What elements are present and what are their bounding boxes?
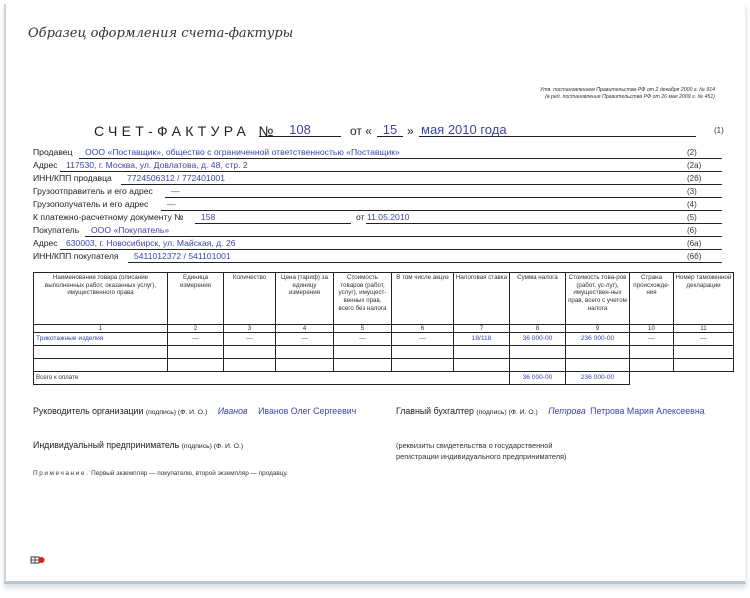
line-number: (4) — [687, 200, 697, 209]
signature-entrepreneur — [33, 440, 243, 450]
cell-item-name: Трикотажные изделия — [34, 333, 168, 346]
print-icon[interactable] — [30, 555, 46, 565]
field-label: Грузополучатель и его адрес — [33, 199, 149, 209]
line-number: (2) — [687, 148, 697, 157]
column-header: Стоимость товаров (работ, услуг), имущест-венных прав, всего без налога — [334, 273, 392, 325]
column-header: Стоимость това-ров (работ, ус-луг), имуществен-ных прав, всего с учетом налога — [566, 273, 630, 325]
table-row-empty — [34, 359, 734, 372]
column-number: 11 — [674, 325, 734, 333]
column-number: 7 — [454, 325, 510, 333]
field-value: 5411012372 / 541101001 — [128, 251, 722, 263]
approval-note — [540, 87, 715, 101]
date-close: » — [407, 124, 414, 138]
invoice-day: 15 — [377, 122, 403, 137]
invoice-month-year: мая 2010 года — [419, 122, 696, 137]
cell-quantity: — — [224, 333, 276, 346]
cell-tax-sum: 36 000-00 — [510, 333, 566, 346]
column-number: 8 — [510, 325, 566, 333]
document-page — [4, 4, 746, 584]
field-label: К платежно-расчетному документу № — [33, 212, 184, 222]
cell-country: — — [630, 333, 674, 346]
field-value: — — [165, 186, 722, 198]
column-header: Налоговая ставка — [454, 273, 510, 325]
field-seller-address — [33, 160, 733, 172]
field-date-value: 11.05.2010 — [366, 212, 722, 224]
footnote — [33, 470, 288, 477]
cell-excise: — — [392, 333, 454, 346]
note-text: Первый экземпляр — покупателю, второй экземпляр — продавцу. — [91, 470, 288, 477]
column-number: 10 — [630, 325, 674, 333]
field-value: 630003, г. Новосибирск, ул. Майская, д. 26 — [60, 238, 722, 250]
signature-mark: Иванов — [217, 406, 248, 416]
signature-hint: (подпись) (Ф. И. О.) — [181, 443, 244, 450]
column-number: 1 — [34, 325, 168, 333]
cell-cost-with-tax: 236 000-00 — [566, 333, 630, 346]
column-number: 5 — [334, 325, 392, 333]
table-total-row — [34, 372, 734, 385]
column-number: 4 — [276, 325, 334, 333]
total-tax-sum: 36 000-00 — [510, 372, 566, 385]
line-number: (3) — [687, 187, 697, 196]
field-value: 117530, г. Москва, ул. Довлатова, д. 48, стр. 2 — [60, 160, 722, 172]
approval-line: Утв. постановлением Правительства РФ от 2 декабря 2000 г. № 914 — [539, 87, 715, 93]
signature-hint: (подпись) (Ф. И. О.) — [145, 409, 208, 416]
cell-customs-declaration: — — [674, 333, 734, 346]
signature-mark: Петрова — [548, 406, 586, 416]
invoice-title-row — [94, 122, 739, 140]
field-payment-document — [33, 212, 733, 224]
field-value: 7724506312 / 772401001 — [121, 173, 722, 185]
line-number: (2б) — [687, 174, 702, 183]
column-header: Количество — [224, 273, 276, 325]
column-header: Страна происхожде-ния — [630, 273, 674, 325]
line-number: (6б) — [687, 252, 702, 261]
page-title: Образец оформления счета-фактуры — [28, 26, 294, 41]
field-value: 158 — [195, 212, 351, 224]
field-consignor — [33, 186, 733, 198]
table-header-row — [34, 273, 734, 325]
field-value: — — [161, 199, 722, 211]
table-row — [34, 333, 734, 346]
field-value: ООО «Покупатель» — [85, 225, 722, 237]
signature-hint: (подпись) (Ф. И. О.) — [476, 409, 538, 416]
field-seller-inn — [33, 173, 733, 185]
column-header: Сумма налога — [510, 273, 566, 325]
field-label: Грузоотправитель и его адрес — [33, 186, 153, 196]
field-buyer-address — [33, 238, 733, 250]
signature-label: Индивидуальный предприниматель — [33, 440, 180, 450]
column-header: Единица измерения — [168, 273, 224, 325]
date-prefix: от « — [350, 124, 372, 138]
field-buyer — [33, 225, 733, 237]
entrepreneur-requisites: (реквизиты свидетельства о государственной регистрации индивидуального предпринимателя) — [396, 441, 567, 461]
line-number: (2а) — [687, 161, 702, 170]
column-number: 3 — [224, 325, 276, 333]
field-date-label: от — [356, 212, 365, 222]
column-number: 9 — [566, 325, 630, 333]
invoice-items-table — [33, 272, 734, 385]
field-value: ООО «Поставщик», общество с ограниченной ответственностью «Поставщик» — [79, 147, 722, 159]
column-number: 2 — [168, 325, 224, 333]
column-number-row — [34, 325, 734, 333]
field-label: ИНН/КПП продавца — [33, 173, 112, 183]
invoice-title: СЧЕТ-ФАКТУРА № — [94, 123, 278, 139]
line-number: (5) — [687, 213, 697, 222]
signature-head — [33, 406, 356, 416]
field-label: Продавец — [33, 147, 73, 157]
total-with-tax: 236 000-00 — [566, 372, 630, 385]
signature-label: Главный бухгалтер — [396, 406, 474, 416]
field-label: Адрес — [33, 238, 58, 248]
note-label: Примечание. — [33, 470, 90, 477]
field-buyer-inn — [33, 251, 733, 263]
signature-label: Руководитель организации — [33, 406, 144, 416]
cell-cost-without-tax: — — [334, 333, 392, 346]
column-header: В том числе акциз — [392, 273, 454, 325]
cell-unit: — — [168, 333, 224, 346]
column-header: Цена (тариф) за единицу измерения — [276, 273, 334, 325]
signature-name: Иванов Олег Сергеевич — [258, 406, 357, 416]
approval-line: (в ред. постановления Правительства РФ от 26 мая 2009 г. № 451) — [545, 94, 715, 100]
column-header: Наименование товара (описание выполненных работ, оказанных услуг), имущественного права — [34, 273, 168, 325]
signature-name: Петрова Мария Алексеевна — [590, 406, 705, 416]
table-row-empty — [34, 346, 734, 359]
field-label: Адрес — [33, 160, 58, 170]
cell-price: — — [276, 333, 334, 346]
line-number: (1) — [714, 126, 724, 135]
field-label: ИНН/КПП покупателя — [33, 251, 119, 261]
signature-accountant — [396, 406, 705, 416]
field-label: Покупатель — [33, 225, 80, 235]
invoice-number: 108 — [259, 122, 341, 137]
cell-tax-rate: 18/118 — [454, 333, 510, 346]
field-seller — [33, 147, 733, 159]
column-header: Номер таможенной декларации — [674, 273, 734, 325]
field-consignee — [33, 199, 733, 211]
line-number: (6) — [687, 226, 697, 235]
column-number: 6 — [392, 325, 454, 333]
line-number: (6а) — [687, 239, 702, 248]
total-label: Всего к оплате — [34, 372, 510, 385]
